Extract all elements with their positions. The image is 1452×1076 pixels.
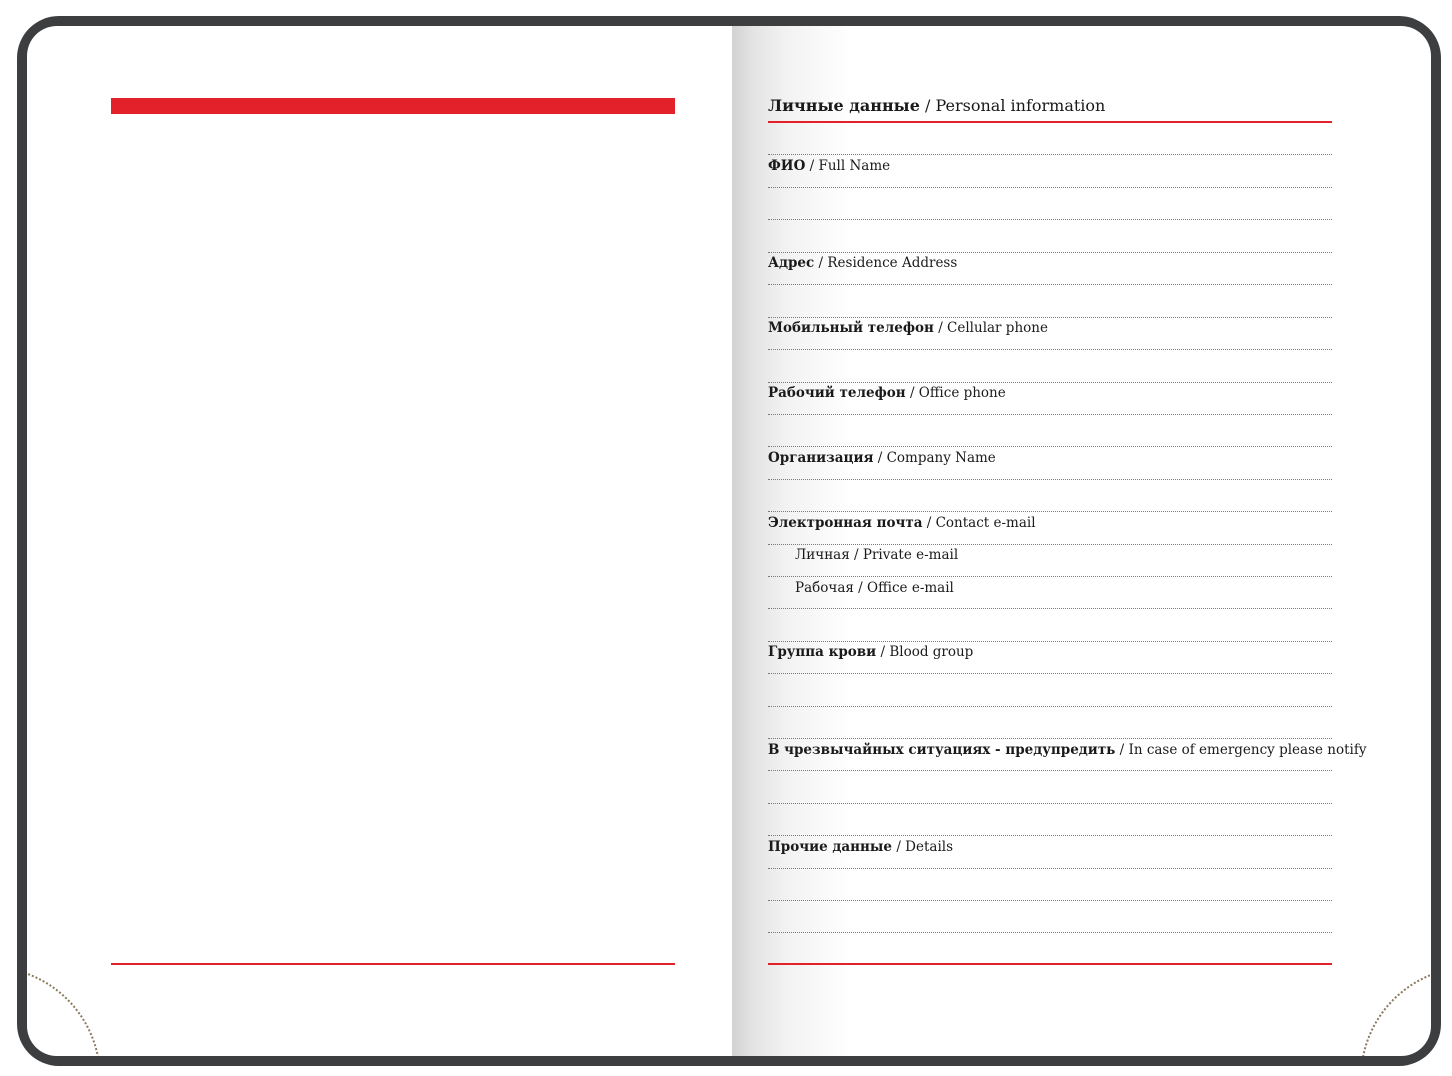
page-gutter-shadow	[732, 26, 852, 1056]
writing-line[interactable]	[768, 154, 1332, 155]
field-email-private-label: Личная / Private e-mail	[795, 547, 959, 563]
field-address	[768, 255, 957, 271]
left-page-bottom-rule	[111, 963, 675, 965]
writing-line[interactable]	[768, 576, 1332, 577]
field-work-phone-ru: Рабочий телефон	[768, 385, 906, 401]
field-address-ru: Адрес	[768, 255, 815, 271]
writing-line[interactable]	[768, 382, 1332, 383]
writing-line[interactable]	[768, 479, 1332, 480]
page-title-ru: Личные данные	[768, 96, 920, 115]
field-mobile-phone-ru: Мобильный телефон	[768, 320, 934, 336]
writing-line[interactable]	[768, 868, 1332, 869]
field-blood-group-ru: Группа крови	[768, 644, 877, 660]
field-full-name	[768, 158, 890, 174]
field-work-phone	[768, 385, 1006, 401]
field-email	[768, 515, 1036, 531]
page-title	[768, 96, 1105, 115]
writing-line[interactable]	[768, 641, 1332, 642]
writing-line[interactable]	[768, 738, 1332, 739]
page-title-en: / Personal information	[925, 96, 1106, 115]
field-mobile-phone	[768, 320, 1048, 336]
bottom-red-rule	[768, 963, 1332, 965]
field-email-office	[795, 580, 954, 596]
field-mobile-phone-en: / Cellular phone	[938, 320, 1048, 336]
writing-line[interactable]	[768, 932, 1332, 933]
writing-line[interactable]	[768, 187, 1332, 188]
field-details-ru: Прочие данные	[768, 839, 893, 855]
left-page	[27, 26, 732, 1056]
field-work-phone-en: / Office phone	[909, 385, 1006, 401]
writing-line[interactable]	[768, 284, 1332, 285]
writing-line[interactable]	[768, 252, 1332, 253]
writing-line[interactable]	[768, 544, 1332, 545]
writing-line[interactable]	[768, 770, 1332, 771]
field-email-ru: Электронная почта	[768, 515, 923, 531]
writing-line[interactable]	[768, 511, 1332, 512]
field-details	[768, 839, 953, 855]
field-emergency	[768, 742, 1366, 758]
field-emergency-en: / In case of emergency please notify	[1119, 742, 1367, 758]
field-email-en: / Contact e-mail	[926, 515, 1036, 531]
field-blood-group-en: / Blood group	[880, 644, 974, 660]
field-company-en: / Company Name	[877, 450, 996, 466]
field-emergency-ru: В чрезвычайных ситуациях - предупредить	[768, 742, 1116, 758]
field-company-ru: Организация	[768, 450, 874, 466]
writing-line[interactable]	[768, 219, 1332, 220]
writing-line[interactable]	[768, 803, 1332, 804]
writing-line[interactable]	[768, 706, 1332, 707]
writing-line[interactable]	[768, 900, 1332, 901]
field-full-name-en: / Full Name	[809, 158, 891, 174]
right-page	[732, 26, 1431, 1056]
writing-line[interactable]	[768, 414, 1332, 415]
writing-line[interactable]	[768, 349, 1332, 350]
field-company	[768, 450, 996, 466]
field-email-private	[795, 547, 958, 563]
writing-line[interactable]	[768, 317, 1332, 318]
writing-line[interactable]	[768, 446, 1332, 447]
field-full-name-ru: ФИО	[768, 158, 806, 174]
writing-line[interactable]	[768, 608, 1332, 609]
corner-stitching-left	[27, 966, 101, 1056]
corner-stitching-right	[1360, 966, 1431, 1056]
field-address-en: / Residence Address	[818, 255, 958, 271]
left-page-red-band	[111, 98, 675, 114]
writing-line[interactable]	[768, 673, 1332, 674]
field-email-office-label: Рабочая / Office e-mail	[795, 580, 954, 596]
field-details-en: / Details	[896, 839, 954, 855]
writing-line[interactable]	[768, 835, 1332, 836]
field-blood-group	[768, 644, 973, 660]
title-red-rule	[768, 121, 1332, 123]
